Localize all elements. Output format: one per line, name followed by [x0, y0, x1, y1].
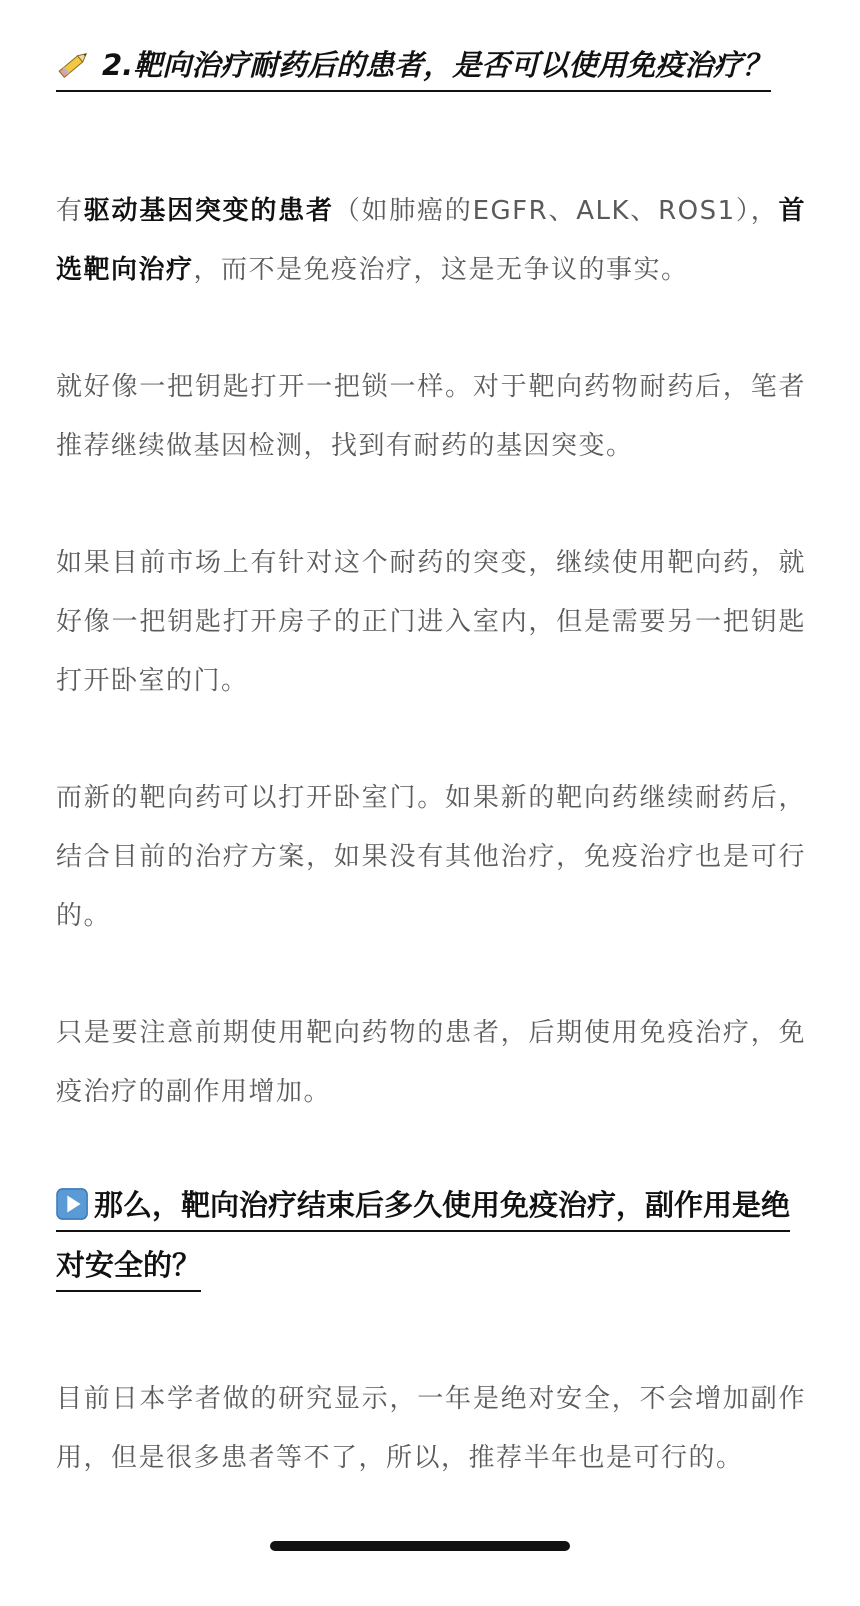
heading-2-line-2	[56, 1240, 201, 1292]
heading-2-line-1	[56, 1180, 790, 1232]
paragraph-front-door: 如果目前市场上有针对这个耐药的突变，继续使用靶向药，就好像一把钥匙打开房子的正门进入室内，但是需要另一把钥匙打开卧室的门。	[56, 548, 806, 696]
heading-resistance-immunotherapy	[56, 40, 806, 100]
paragraph-driver-mutation	[56, 182, 806, 300]
heading-line-2	[713, 40, 771, 92]
p1-text-1: 有	[56, 196, 84, 226]
paragraph-japan-study: 目前日本学者做的研究显示，一年是绝对安全，不会增加副作用，但是很多患者等不了，所以，推荐半年也是可行的。	[56, 1384, 806, 1473]
heading-line-1	[56, 40, 713, 92]
home-indicator[interactable]	[270, 1541, 570, 1551]
p1-text-3: ，而不是免疫治疗，这是无争议的事实。	[193, 255, 689, 285]
pencil-icon	[56, 47, 92, 81]
paragraph-side-effects: 只是要注意前期使用靶向药物的患者，后期使用免疫治疗，免疫治疗的副作用增加。	[56, 1018, 806, 1107]
p1-bold-1: 驱动基因突变的患者	[83, 196, 334, 226]
heading-2-text-cont: 对安全的？	[56, 1248, 202, 1282]
heading-safe-interval	[56, 1180, 806, 1300]
paragraph-bedroom-door: 而新的靶向药可以打开卧室门。如果新的靶向药继续耐药后，结合目前的治疗方案，如果没有其他治疗，免疫治疗也是可行的。	[56, 783, 806, 931]
heading-2-text: 那么，靶向治疗结束后多久使用免疫治疗，副作用是绝	[94, 1188, 791, 1222]
heading-1-text-cont: 疗？	[713, 48, 772, 82]
play-button-icon	[56, 1187, 90, 1221]
p1-bold-2: 首选靶向治疗	[56, 196, 806, 285]
article-content	[56, 40, 806, 1488]
heading-1-text: 2.靶向治疗耐药后的患者，是否可以使用免疫治	[102, 48, 714, 82]
p1-text-2: （如肺癌的EGFR、ALK、ROS1），	[333, 196, 779, 226]
paragraph-key-lock: 就好像一把钥匙打开一把锁一样。对于靶向药物耐药后，笔者推荐继续做基因检测，找到有耐药的基因突变。	[56, 372, 806, 461]
